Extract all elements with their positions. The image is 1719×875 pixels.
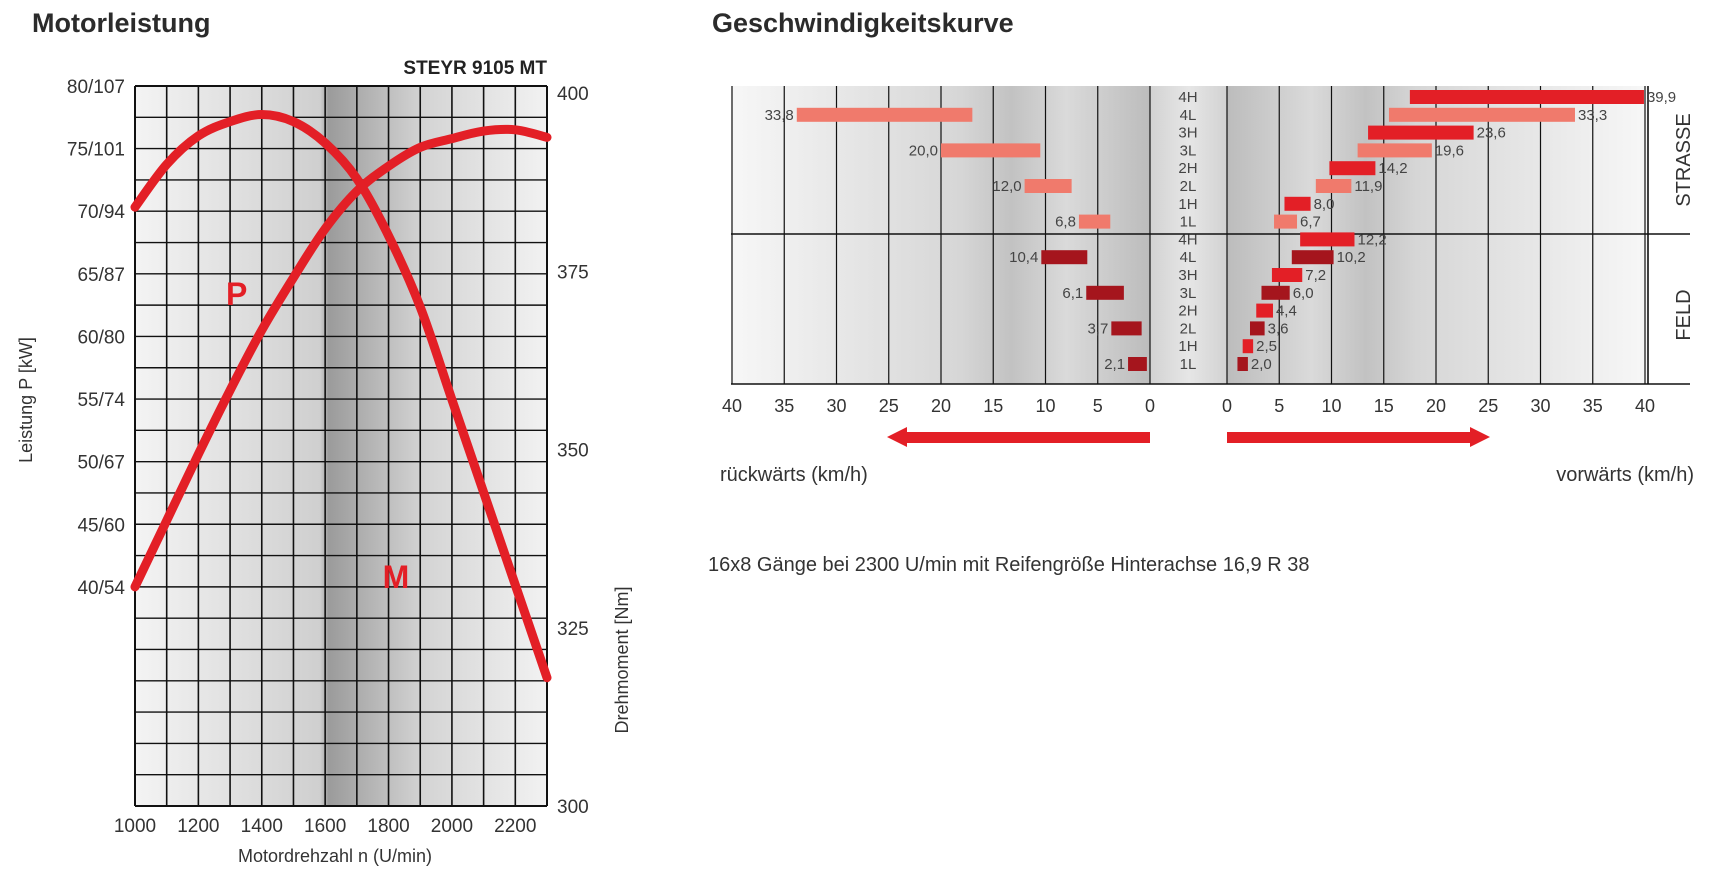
group-label-strasse: STRASSE (1673, 113, 1695, 207)
gear-label: 2H (1178, 302, 1198, 320)
forward-x-tick-label: 15 (1373, 396, 1394, 416)
reverse-speed-label: 6,1 (1062, 284, 1084, 302)
series-label-p: P (226, 276, 248, 312)
forward-speed-label: 33,3 (1577, 106, 1608, 124)
speed-chart (708, 8, 1695, 576)
forward-speed-bar (1389, 108, 1575, 122)
forward-speed-label: 3,6 (1267, 320, 1289, 338)
engine-y-tick-label: 55/74 (77, 390, 125, 412)
engine-x-axis-label: Motordrehzahl n (U/min) (237, 846, 433, 866)
forward-speed-bar (1256, 304, 1273, 318)
gear-label: 3H (1178, 124, 1198, 142)
series-label-m: M (382, 559, 410, 595)
reverse-speed-label: 6,8 (1055, 213, 1076, 231)
engine-y-tick-label: 40/54 (77, 577, 125, 599)
forward-speed-label: 39,9 (1646, 89, 1677, 106)
engine-y-tick-label: 80/107 (66, 77, 125, 98)
engine-chart-title: Motorleistung (32, 8, 211, 38)
forward-speed-label: 6,7 (1300, 213, 1321, 231)
gear-label: 4H (1178, 231, 1198, 249)
forward-speed-bar (1272, 268, 1302, 282)
reverse-x-tick-label: 0 (1144, 396, 1156, 416)
forward-speed-label: 2,0 (1250, 356, 1272, 373)
reverse-x-tick-label: 30 (826, 396, 847, 416)
forward-x-tick-label: 0 (1221, 396, 1233, 416)
engine-y-tick-label: 60/80 (77, 327, 125, 349)
reverse-speed-bar (1111, 321, 1141, 335)
gear-label: 2L (1179, 320, 1197, 338)
gear-label: 3L (1179, 142, 1197, 160)
engine-x-tick-label: 1600 (304, 816, 347, 837)
reverse-x-tick-label: 10 (1035, 396, 1056, 416)
forward-x-tick-label: 10 (1321, 396, 1342, 416)
gear-label: 3H (1178, 267, 1198, 284)
reverse-arrow (887, 427, 1150, 447)
reverse-speed-bar (1086, 286, 1124, 300)
forward-x-tick-label: 30 (1530, 396, 1551, 416)
gear-label: 3L (1179, 284, 1197, 302)
engine-x-tick-label: 1400 (240, 816, 283, 837)
forward-speed-label: 2,5 (1256, 338, 1277, 356)
engine-plot-background (135, 86, 547, 806)
forward-speed-bar (1250, 321, 1265, 335)
forward-speed-label: 19,6 (1434, 142, 1465, 160)
reverse-speed-label: 2,1 (1104, 356, 1126, 373)
reverse-x-tick-label: 5 (1092, 396, 1103, 416)
forward-speed-label: 10,2 (1336, 249, 1366, 267)
forward-speed-label: 12,2 (1357, 231, 1387, 249)
reverse-speed-bar (941, 143, 1040, 157)
gear-label: 1L (1179, 356, 1197, 373)
engine-y-tick-label: 45/60 (77, 515, 125, 537)
speed-chart-title: Geschwindigkeitskurve (712, 8, 1014, 38)
forward-x-tick-label: 35 (1582, 396, 1603, 416)
gear-label: 1H (1178, 338, 1198, 356)
engine-y-axis-label: Leistung P [kW] (16, 337, 36, 463)
forward-speed-bar (1243, 339, 1253, 353)
gear-footnote: 16x8 Gänge bei 2300 U/min mit Reifengröße Hinterachse 16,9 R 38 (708, 554, 1310, 576)
engine-y-tick-label: 65/87 (77, 264, 125, 286)
engine-y2-tick-label: 325 (557, 618, 589, 640)
gear-label: 1L (1179, 213, 1197, 231)
gear-label: 4L (1179, 106, 1197, 124)
reverse-x-tick-label: 15 (983, 396, 1004, 416)
reverse-speed-bar (1025, 179, 1072, 193)
engine-y2-axis-label: Drehmoment [Nm] (612, 586, 632, 734)
speed-ticks (722, 396, 1655, 416)
reverse-speed-bar (797, 108, 973, 122)
forward-speed-bar (1274, 215, 1297, 229)
forward-speed-bar (1316, 179, 1352, 193)
engine-chart (16, 8, 632, 866)
engine-y-tick-label: 70/94 (77, 202, 125, 224)
forward-speed-bar (1261, 286, 1289, 300)
engine-x-tick-label: 1800 (367, 816, 410, 837)
reverse-speed-bar (1079, 215, 1110, 229)
forward-speed-bar (1284, 197, 1310, 211)
forward-x-tick-label: 5 (1274, 396, 1285, 416)
reverse-x-tick-label: 20 (930, 396, 952, 416)
forward-speed-label: 14,2 (1378, 160, 1408, 178)
engine-y2-tick-label: 400 (557, 84, 589, 106)
reverse-speed-label: 33,8 (764, 106, 794, 124)
reverse-speed-label: 20,0 (908, 142, 938, 160)
forward-x-tick-label: 20 (1425, 396, 1447, 416)
engine-x-tick-label: 1000 (113, 816, 157, 837)
forward-speed-label: 4,4 (1275, 302, 1297, 320)
gear-label: 2H (1178, 160, 1198, 178)
reverse-speed-label: 3,7 (1087, 320, 1109, 338)
forward-speed-label: 11,9 (1354, 178, 1383, 195)
engine-model-label: STEYR 9105 MT (403, 58, 547, 79)
forward-x-tick-label: 25 (1478, 396, 1499, 416)
forward-speed-bar (1237, 357, 1247, 371)
engine-y2-tick-label: 300 (557, 797, 589, 818)
engine-y-tick-label: 75/101 (66, 139, 125, 161)
gear-label: 1H (1178, 195, 1198, 213)
forward-axis-label: vorwärts (km/h) (1556, 464, 1694, 486)
forward-speed-bar (1358, 143, 1432, 157)
forward-speed-bar (1300, 232, 1354, 246)
reverse-speed-label: 10,4 (1009, 249, 1039, 267)
engine-x-tick-label: 2000 (430, 816, 474, 837)
engine-y2-tick-label: 375 (557, 262, 589, 284)
gear-label: 4L (1179, 249, 1197, 267)
forward-x-tick-label: 40 (1634, 396, 1656, 416)
engine-y-tick-label: 50/67 (77, 452, 125, 474)
reverse-speed-bar (1041, 250, 1087, 264)
gear-label: 2L (1179, 178, 1197, 195)
reverse-x-tick-label: 40 (721, 396, 743, 416)
forward-speed-bar (1292, 250, 1334, 264)
reverse-speed-bar (1128, 357, 1147, 371)
forward-arrow (1227, 427, 1490, 447)
forward-speed-label: 7,2 (1305, 267, 1327, 284)
forward-speed-label: 8,0 (1313, 195, 1335, 213)
forward-speed-label: 6,0 (1292, 284, 1314, 302)
forward-speed-label: 23,6 (1476, 124, 1506, 142)
group-label-feld: FELD (1673, 289, 1695, 341)
reverse-axis-label: rückwärts (km/h) (720, 464, 868, 486)
engine-y2-tick-label: 350 (557, 440, 589, 462)
engine-x-tick-label: 1200 (177, 816, 220, 837)
reverse-speed-label: 12,0 (992, 178, 1022, 195)
reverse-x-tick-label: 35 (774, 396, 795, 416)
forward-speed-bar (1368, 126, 1474, 140)
forward-speed-bar (1410, 90, 1644, 104)
gear-label: 4H (1178, 89, 1198, 106)
engine-x-tick-label: 2200 (494, 816, 537, 837)
forward-speed-bar (1329, 161, 1375, 175)
reverse-x-tick-label: 25 (878, 396, 899, 416)
